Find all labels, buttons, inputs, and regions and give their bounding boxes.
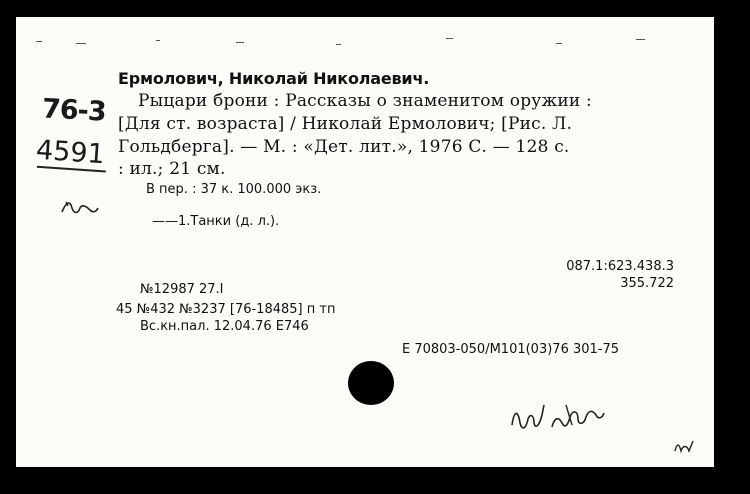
- title-line-1: Рыцари брони : Рассказы о знаменитом оружии :: [138, 91, 592, 111]
- udc-code-1: 087.1:623.438.3: [566, 259, 674, 274]
- handwritten-signature: [506, 397, 656, 437]
- punch-hole: [348, 361, 394, 405]
- service-line-2: 45 №432 №3237 [76-18485] п тп: [116, 302, 336, 317]
- publication-code: Е 70803-050/М101(03)76 301-75: [402, 342, 620, 357]
- title-line-4: : ил.; 21 см.: [118, 159, 226, 179]
- title-line-2: [Для ст. возраста] / Николай Ермолович; [Рис. Л.: [118, 114, 573, 134]
- handwritten-mark-corner: [671, 437, 701, 457]
- author-heading: Ермолович, Николай Николаевич.: [118, 69, 430, 88]
- handwritten-mark: [56, 192, 116, 222]
- price-edition: В пер. : 37 к. 100.000 экз.: [146, 182, 322, 197]
- service-line-1: №12987 27.I: [140, 282, 224, 297]
- title-line-3: Гольдберга]. — М. : «Дет. лит.», 1976 С. — 128 с.: [118, 137, 570, 157]
- card-top-noise: [36, 23, 686, 63]
- shelfmark-number: 4591: [35, 135, 106, 171]
- catalog-card: [16, 17, 714, 467]
- service-line-3: Вс.кн.пал. 12.04.76 Е746: [140, 319, 309, 334]
- subject-heading: ——1.Танки (д. л.).: [152, 214, 280, 229]
- shelfmark-main: 76-3: [41, 93, 107, 128]
- udc-code-2: 355.722: [620, 276, 674, 291]
